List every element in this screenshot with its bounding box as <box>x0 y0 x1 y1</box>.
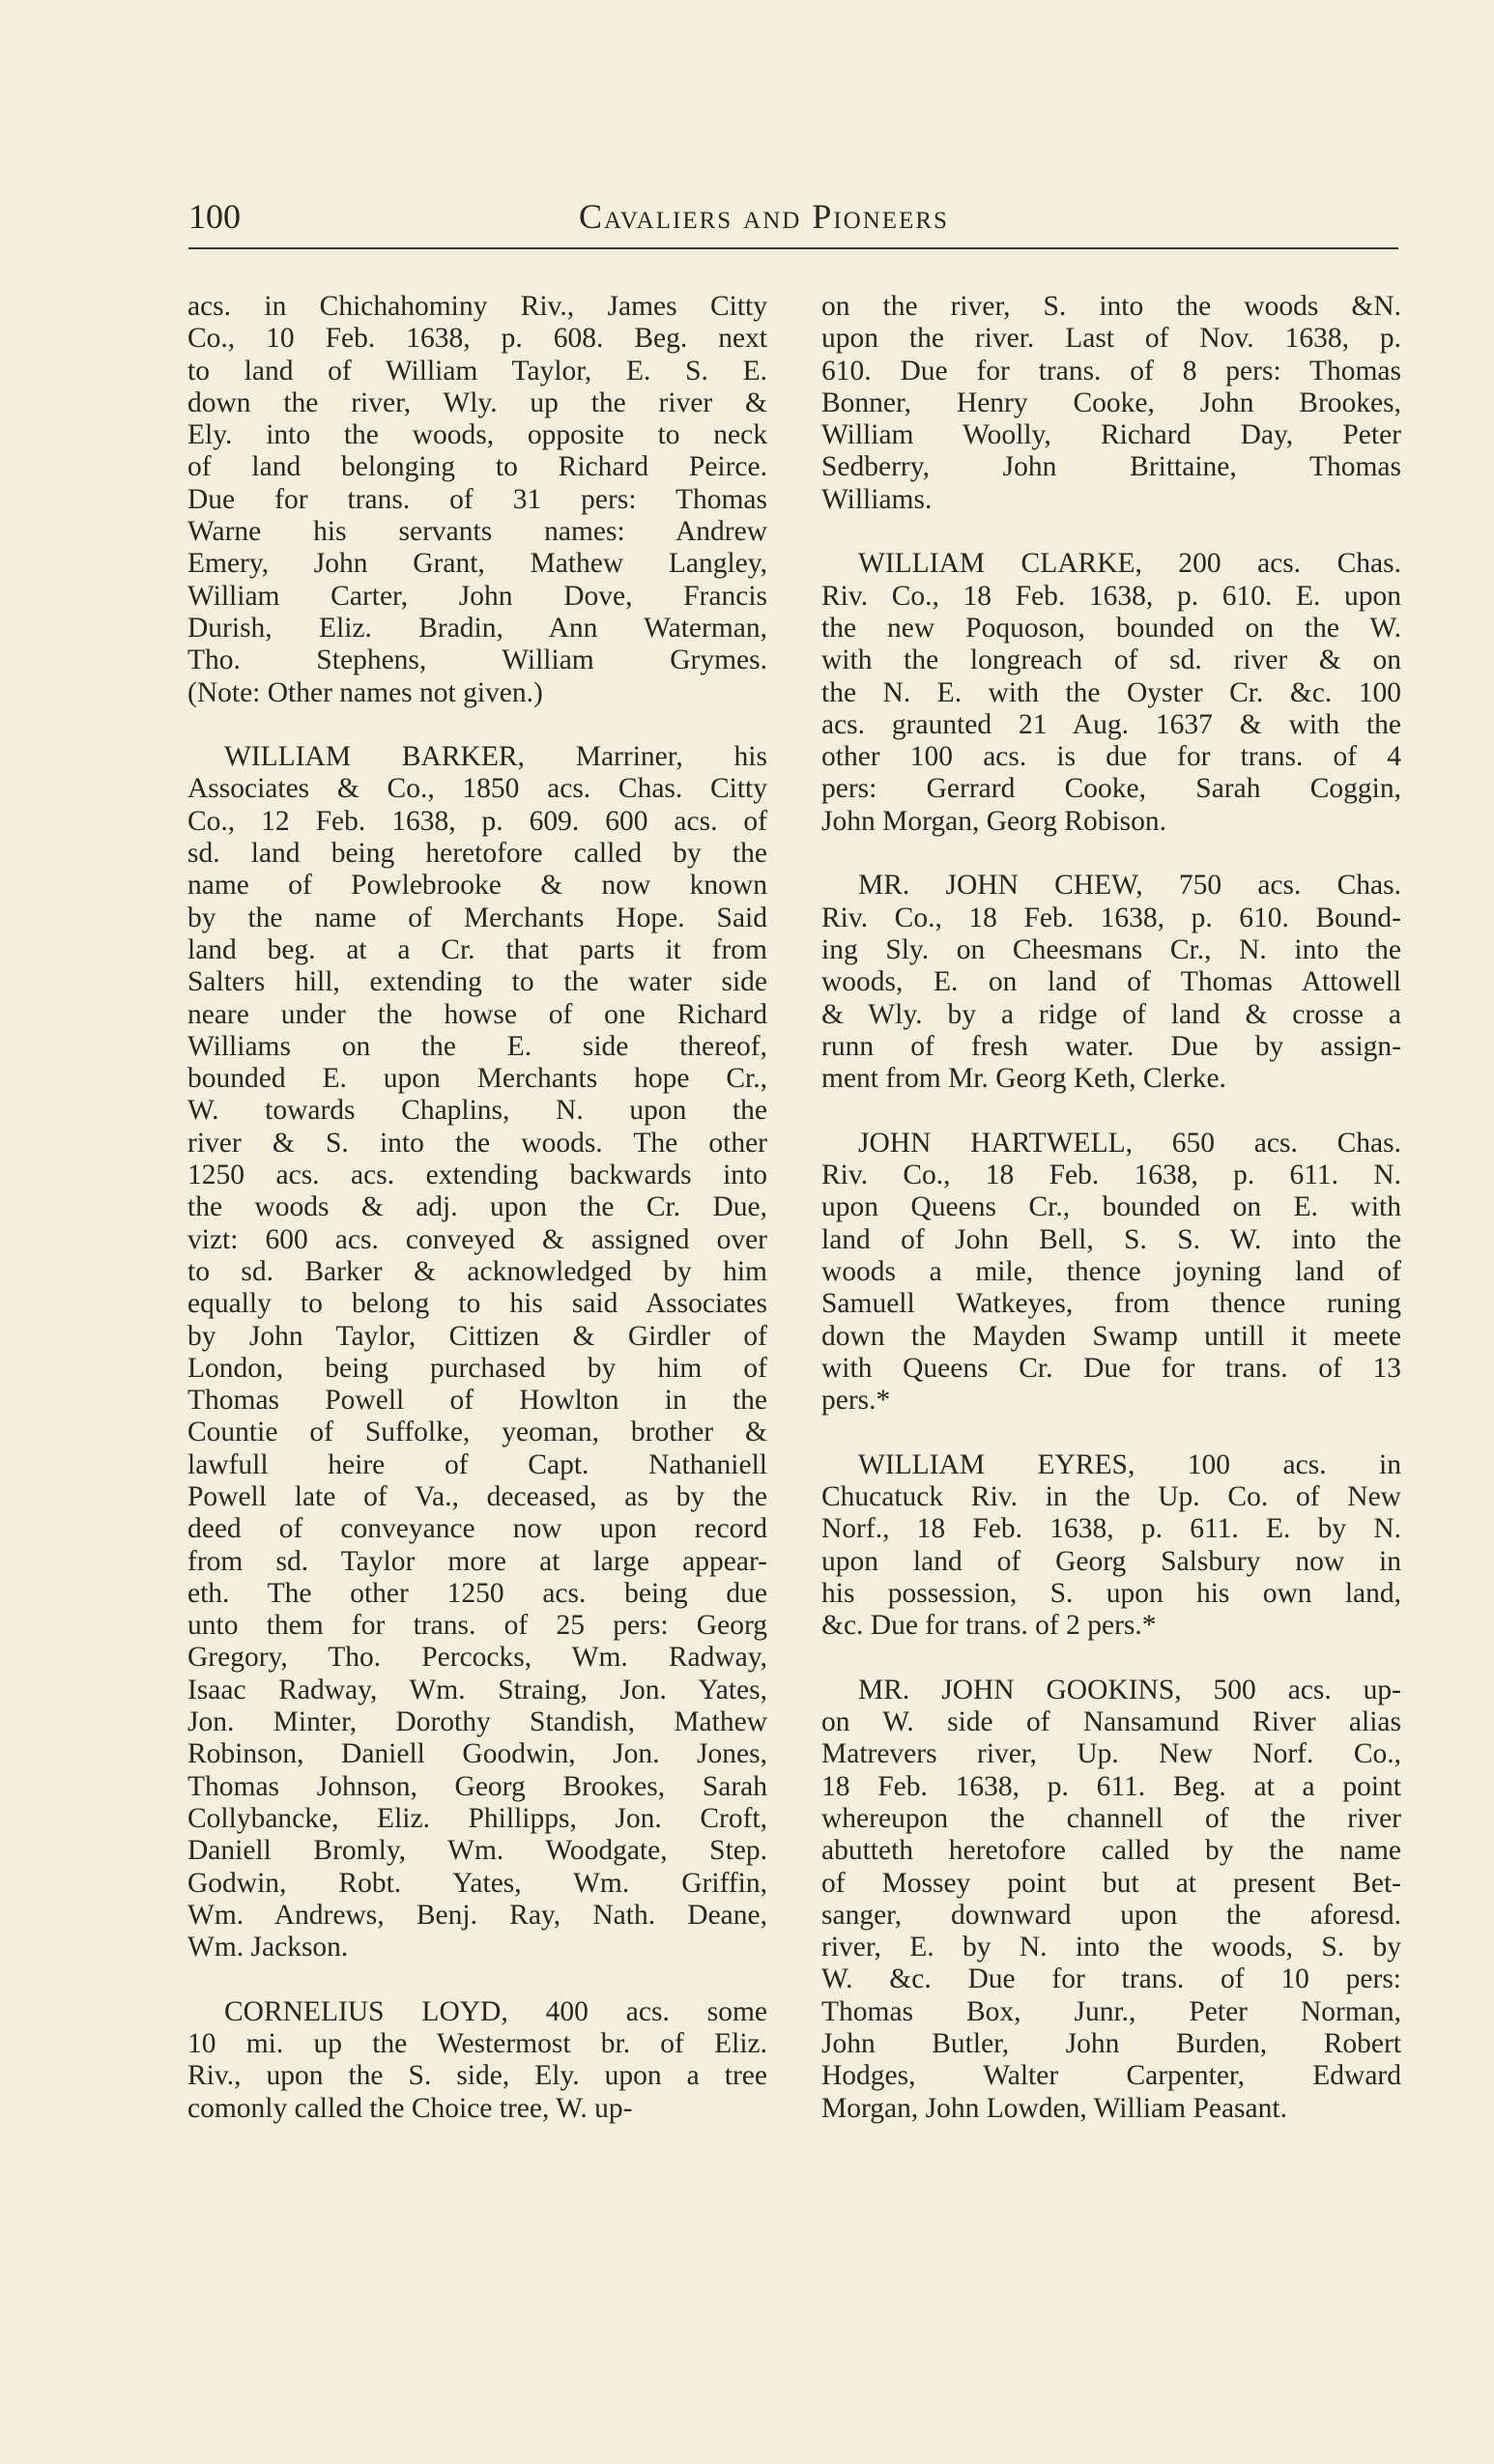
text-line: MR. JOHN CHEW, 750 acs. Chas. <box>858 870 1401 902</box>
text-line: eth. The other 1250 acs. being due <box>187 1577 767 1609</box>
text-line: down the river, Wly. up the river & <box>187 387 767 418</box>
text-line: 10 mi. up the Westermost br. of Eliz. <box>187 2028 767 2060</box>
text-line: ing Sly. on Cheesmans Cr., N. into the <box>821 933 1401 965</box>
running-title: Cavaliers and Pioneers <box>579 197 949 236</box>
text-line: sd. land being heretofore called by the <box>187 838 767 870</box>
text-line: Riv. Co., 18 Feb. 1638, p. 610. Bound- <box>821 902 1401 933</box>
left-column <box>187 291 767 2157</box>
text-line: down the Mayden Swamp untill it meete <box>821 1320 1401 1352</box>
text-line: William Carter, John Dove, Francis <box>187 580 767 612</box>
text-line: on W. side of Nansamund River alias <box>821 1706 1401 1738</box>
text-line: Matrevers river, Up. New Norf. Co., <box>821 1738 1401 1770</box>
entry-paragraph <box>821 1128 1401 1418</box>
text-line: Thomas Powell of Howlton in the <box>187 1385 767 1417</box>
text-line: Associates & Co., 1850 acs. Chas. Citty <box>187 773 767 805</box>
text-line: John Morgan, Georg Robison. <box>821 805 1167 837</box>
text-line: river, E. by N. into the woods, S. by <box>821 1932 1401 1963</box>
text-line: (Note: Other names not given.) <box>187 676 543 708</box>
text-line: equally to belong to his said Associates <box>187 1288 767 1320</box>
text-line: pers.* <box>821 1385 891 1417</box>
text-line: John Butler, John Burden, Robert <box>821 2028 1401 2060</box>
right-column <box>821 291 1401 2157</box>
text-line: Durish, Eliz. Bradin, Ann Waterman, <box>187 612 767 644</box>
text-line: WILLIAM EYRES, 100 acs. in <box>858 1448 1401 1480</box>
page-header <box>188 193 1398 240</box>
text-line: Thomas Johnson, Georg Brookes, Sarah <box>187 1770 767 1802</box>
text-line: name of Powlebrooke & now known <box>187 870 767 902</box>
text-line: Collybancke, Eliz. Phillipps, Jon. Croft, <box>187 1802 767 1834</box>
text-line: Norf., 18 Feb. 1638, p. 611. E. by N. <box>821 1513 1401 1545</box>
text-line: to land of William Taylor, E. S. E. <box>187 355 767 387</box>
text-line: &c. Due for trans. of 2 pers.* <box>821 1610 1157 1642</box>
text-line: abutteth heretofore called by the name <box>821 1835 1401 1867</box>
entry-paragraph <box>187 291 767 709</box>
text-line: to sd. Barker & acknowledged by him <box>187 1255 767 1287</box>
text-line: pers: Gerrard Cooke, Sarah Coggin, <box>821 773 1401 805</box>
text-line: the woods & adj. upon the Cr. Due, <box>187 1191 767 1223</box>
text-line: Due for trans. of 31 pers: Thomas <box>187 483 767 515</box>
text-line: deed of conveyance now upon record <box>187 1513 767 1545</box>
text-line: CORNELIUS LOYD, 400 acs. some <box>224 1995 767 2027</box>
text-line: Williams on the E. side thereof, <box>187 1030 767 1062</box>
text-line: acs. graunted 21 Aug. 1637 & with the <box>821 708 1401 740</box>
text-line: upon land of Georg Salsbury now in <box>821 1545 1401 1577</box>
text-line: Emery, John Grant, Mathew Langley, <box>187 548 767 580</box>
text-line: by John Taylor, Cittizen & Girdler of <box>187 1320 767 1352</box>
text-line: Hodges, Walter Carpenter, Edward <box>821 2060 1401 2092</box>
text-line: woods, E. on land of Thomas Attowell <box>821 966 1401 998</box>
text-line: with Queens Cr. Due for trans. of 13 <box>821 1352 1401 1384</box>
text-line: with the longreach of sd. river & on <box>821 645 1401 676</box>
text-line: river & S. into the woods. The other <box>187 1127 767 1159</box>
text-line: whereupon the channell of the river <box>821 1802 1401 1834</box>
text-line: Williams. <box>821 483 933 515</box>
entry-paragraph <box>187 1996 767 2125</box>
text-line: MR. JOHN GOOKINS, 500 acs. up- <box>858 1674 1401 1705</box>
text-line: his possession, S. upon his own land, <box>821 1577 1401 1609</box>
text-line: other 100 acs. is due for trans. of 4 <box>821 741 1401 773</box>
text-line: lawfull heire of Capt. Nathaniell <box>187 1448 767 1480</box>
text-line: WILLIAM CLARKE, 200 acs. Chas. <box>858 548 1401 580</box>
text-line: woods a mile, thence joyning land of <box>821 1255 1401 1287</box>
text-line: by the name of Merchants Hope. Said <box>187 902 767 933</box>
header-rule <box>188 247 1398 249</box>
text-line: Wm. Jackson. <box>187 1932 349 1963</box>
text-line: Riv. Co., 18 Feb. 1638, p. 611. N. <box>821 1160 1401 1191</box>
page-number: 100 <box>188 197 241 236</box>
text-line: on the river, S. into the woods &N. <box>821 291 1401 322</box>
text-line: Countie of Suffolke, yeoman, brother & <box>187 1417 767 1448</box>
text-line: vizt: 600 acs. conveyed & assigned over <box>187 1223 767 1255</box>
text-line: Riv. Co., 18 Feb. 1638, p. 610. E. upon <box>821 580 1401 612</box>
text-line: land of John Bell, S. S. W. into the <box>821 1223 1401 1255</box>
text-line: Co., 12 Feb. 1638, p. 609. 600 acs. of <box>187 805 767 837</box>
text-line: acs. in Chichahominy Riv., James Citty <box>187 291 767 322</box>
text-line: 1250 acs. acs. extending backwards into <box>187 1160 767 1191</box>
text-line: 18 Feb. 1638, p. 611. Beg. at a point <box>821 1770 1401 1802</box>
entry-paragraph <box>821 870 1401 1095</box>
text-line: William Woolly, Richard Day, Peter <box>821 419 1401 451</box>
text-line: from sd. Taylor more at large appear- <box>187 1545 767 1577</box>
text-line: Morgan, John Lowden, William Peasant. <box>821 2092 1287 2124</box>
text-line: land beg. at a Cr. that parts it from <box>187 933 767 965</box>
text-line: the new Poquoson, bounded on the W. <box>821 612 1401 644</box>
text-line: Co., 10 Feb. 1638, p. 608. Beg. next <box>187 323 767 355</box>
text-line: Daniell Bromly, Wm. Woodgate, Step. <box>187 1835 767 1867</box>
text-line: WILLIAM BARKER, Marriner, his <box>224 741 767 773</box>
text-line: upon Queens Cr., bounded on E. with <box>821 1191 1401 1223</box>
text-line: Gregory, Tho. Percocks, Wm. Radway, <box>187 1642 767 1674</box>
text-line: Robinson, Daniell Goodwin, Jon. Jones, <box>187 1738 767 1770</box>
text-line: Jon. Minter, Dorothy Standish, Mathew <box>187 1706 767 1738</box>
text-line: ment from Mr. Georg Keth, Clerke. <box>821 1063 1226 1095</box>
text-line: Thomas Box, Junr., Peter Norman, <box>821 1995 1401 2027</box>
text-line: 610. Due for trans. of 8 pers: Thomas <box>821 355 1401 387</box>
text-line: W. &c. Due for trans. of 10 pers: <box>821 1963 1401 1995</box>
entry-paragraph <box>821 1675 1401 2125</box>
text-line: Isaac Radway, Wm. Straing, Jon. Yates, <box>187 1674 767 1705</box>
text-line: Powell late of Va., deceased, as by the <box>187 1480 767 1512</box>
text-line: unto them for trans. of 25 pers: Georg <box>187 1610 767 1642</box>
text-line: Chucatuck Riv. in the Up. Co. of New <box>821 1480 1401 1512</box>
text-line: Tho. Stephens, William Grymes. <box>187 645 767 676</box>
text-line: Warne his servants names: Andrew <box>187 516 767 548</box>
text-line: the N. E. with the Oyster Cr. &c. 100 <box>821 676 1401 708</box>
entry-paragraph <box>821 1449 1401 1643</box>
entry-paragraph <box>821 291 1401 516</box>
text-line: sanger, downward upon the aforesd. <box>821 1899 1401 1931</box>
text-line: Wm. Andrews, Benj. Ray, Nath. Deane, <box>187 1899 767 1931</box>
entry-paragraph <box>821 548 1401 838</box>
text-line: JOHN HARTWELL, 650 acs. Chas. <box>858 1127 1401 1159</box>
text-line: & Wly. by a ridge of land & crosse a <box>821 998 1401 1030</box>
text-line: Bonner, Henry Cooke, John Brookes, <box>821 387 1401 418</box>
text-line: Samuell Watkeyes, from thence runing <box>821 1288 1401 1320</box>
text-line: runn of fresh water. Due by assign- <box>821 1030 1401 1062</box>
text-line: Ely. into the woods, opposite to neck <box>187 419 767 451</box>
text-line: Riv., upon the S. side, Ely. upon a tree <box>187 2060 767 2092</box>
text-line: upon the river. Last of Nov. 1638, p. <box>821 323 1401 355</box>
text-line: neare under the howse of one Richard <box>187 998 767 1030</box>
entry-paragraph <box>187 741 767 1963</box>
text-line: comonly called the Choice tree, W. up- <box>187 2092 633 2124</box>
text-line: London, being purchased by him of <box>187 1352 767 1384</box>
text-line: Salters hill, extending to the water side <box>187 966 767 998</box>
text-line: bounded E. upon Merchants hope Cr., <box>187 1063 767 1095</box>
text-line: Godwin, Robt. Yates, Wm. Griffin, <box>187 1867 767 1899</box>
text-line: of Mossey point but at present Bet- <box>821 1867 1401 1899</box>
text-line: W. towards Chaplins, N. upon the <box>187 1095 767 1127</box>
text-line: Sedberry, John Brittaine, Thomas <box>821 451 1401 483</box>
text-line: of land belonging to Richard Peirce. <box>187 451 767 483</box>
